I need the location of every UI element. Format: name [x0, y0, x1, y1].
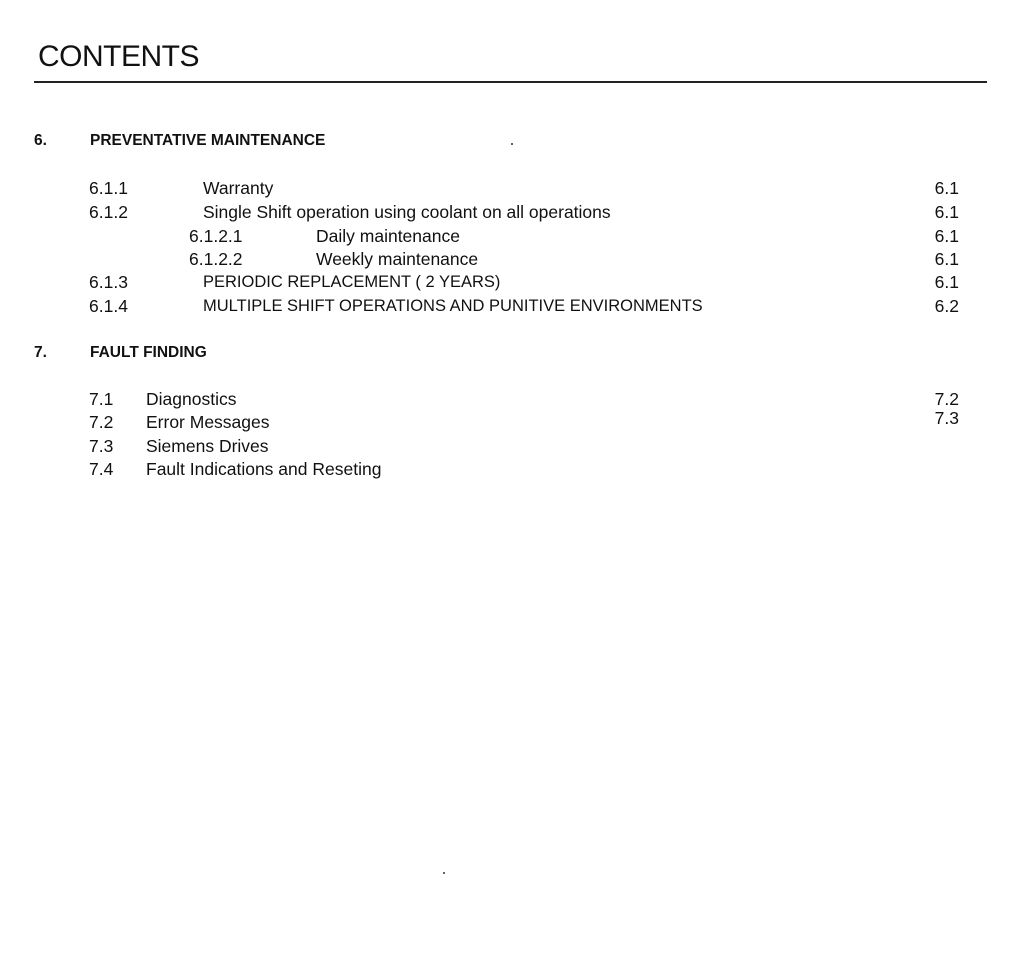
entry-page: 7.2 — [934, 389, 959, 409]
entry-title: Diagnostics — [146, 389, 237, 409]
entry-number: 6.1.1 — [89, 178, 128, 198]
title-underline — [34, 81, 987, 83]
scan-speck — [511, 143, 513, 145]
entry-page: 6.1 — [934, 178, 959, 198]
entry-page: 6.1 — [934, 249, 959, 269]
scan-speck — [443, 872, 445, 874]
entry-number: 7.1 — [89, 389, 114, 409]
section-number: 7. — [34, 344, 47, 361]
entry-page: 6.2 — [934, 296, 959, 316]
entry-number: 6.1.3 — [89, 272, 128, 292]
entry-number: 6.1.4 — [89, 296, 128, 316]
entry-page: 6.1 — [934, 202, 959, 222]
entry-page: 6.1 — [934, 226, 959, 246]
entry-number: 6.1.2 — [89, 202, 128, 222]
entry-number: 7.3 — [89, 436, 114, 456]
entry-title: Warranty — [203, 178, 274, 198]
entry-number: 7.2 — [89, 412, 114, 432]
entry-number: 7.4 — [89, 459, 114, 479]
entry-number: 6.1.2.1 — [189, 226, 243, 246]
entry-title: Fault Indications and Reseting — [146, 459, 382, 479]
entry-title: PERIODIC REPLACEMENT ( 2 YEARS) — [203, 273, 501, 291]
section-title: FAULT FINDING — [90, 344, 207, 361]
entry-title: Single Shift operation using coolant on all operations — [203, 202, 611, 222]
entry-title: MULTIPLE SHIFT OPERATIONS AND PUNITIVE ENVIRONMENTS — [203, 297, 703, 315]
entry-title: Error Messages — [146, 412, 270, 432]
section-title: PREVENTATIVE MAINTENANCE — [90, 132, 326, 149]
page-title: CONTENTS — [38, 40, 199, 73]
entry-title: Daily maintenance — [316, 226, 460, 246]
entry-title: Siemens Drives — [146, 436, 269, 456]
entry-page: 7.3 — [934, 408, 959, 428]
section-number: 6. — [34, 132, 47, 149]
entry-title: Weekly maintenance — [316, 249, 479, 269]
entry-number: 6.1.2.2 — [189, 249, 243, 269]
entry-page: 6.1 — [934, 272, 959, 292]
